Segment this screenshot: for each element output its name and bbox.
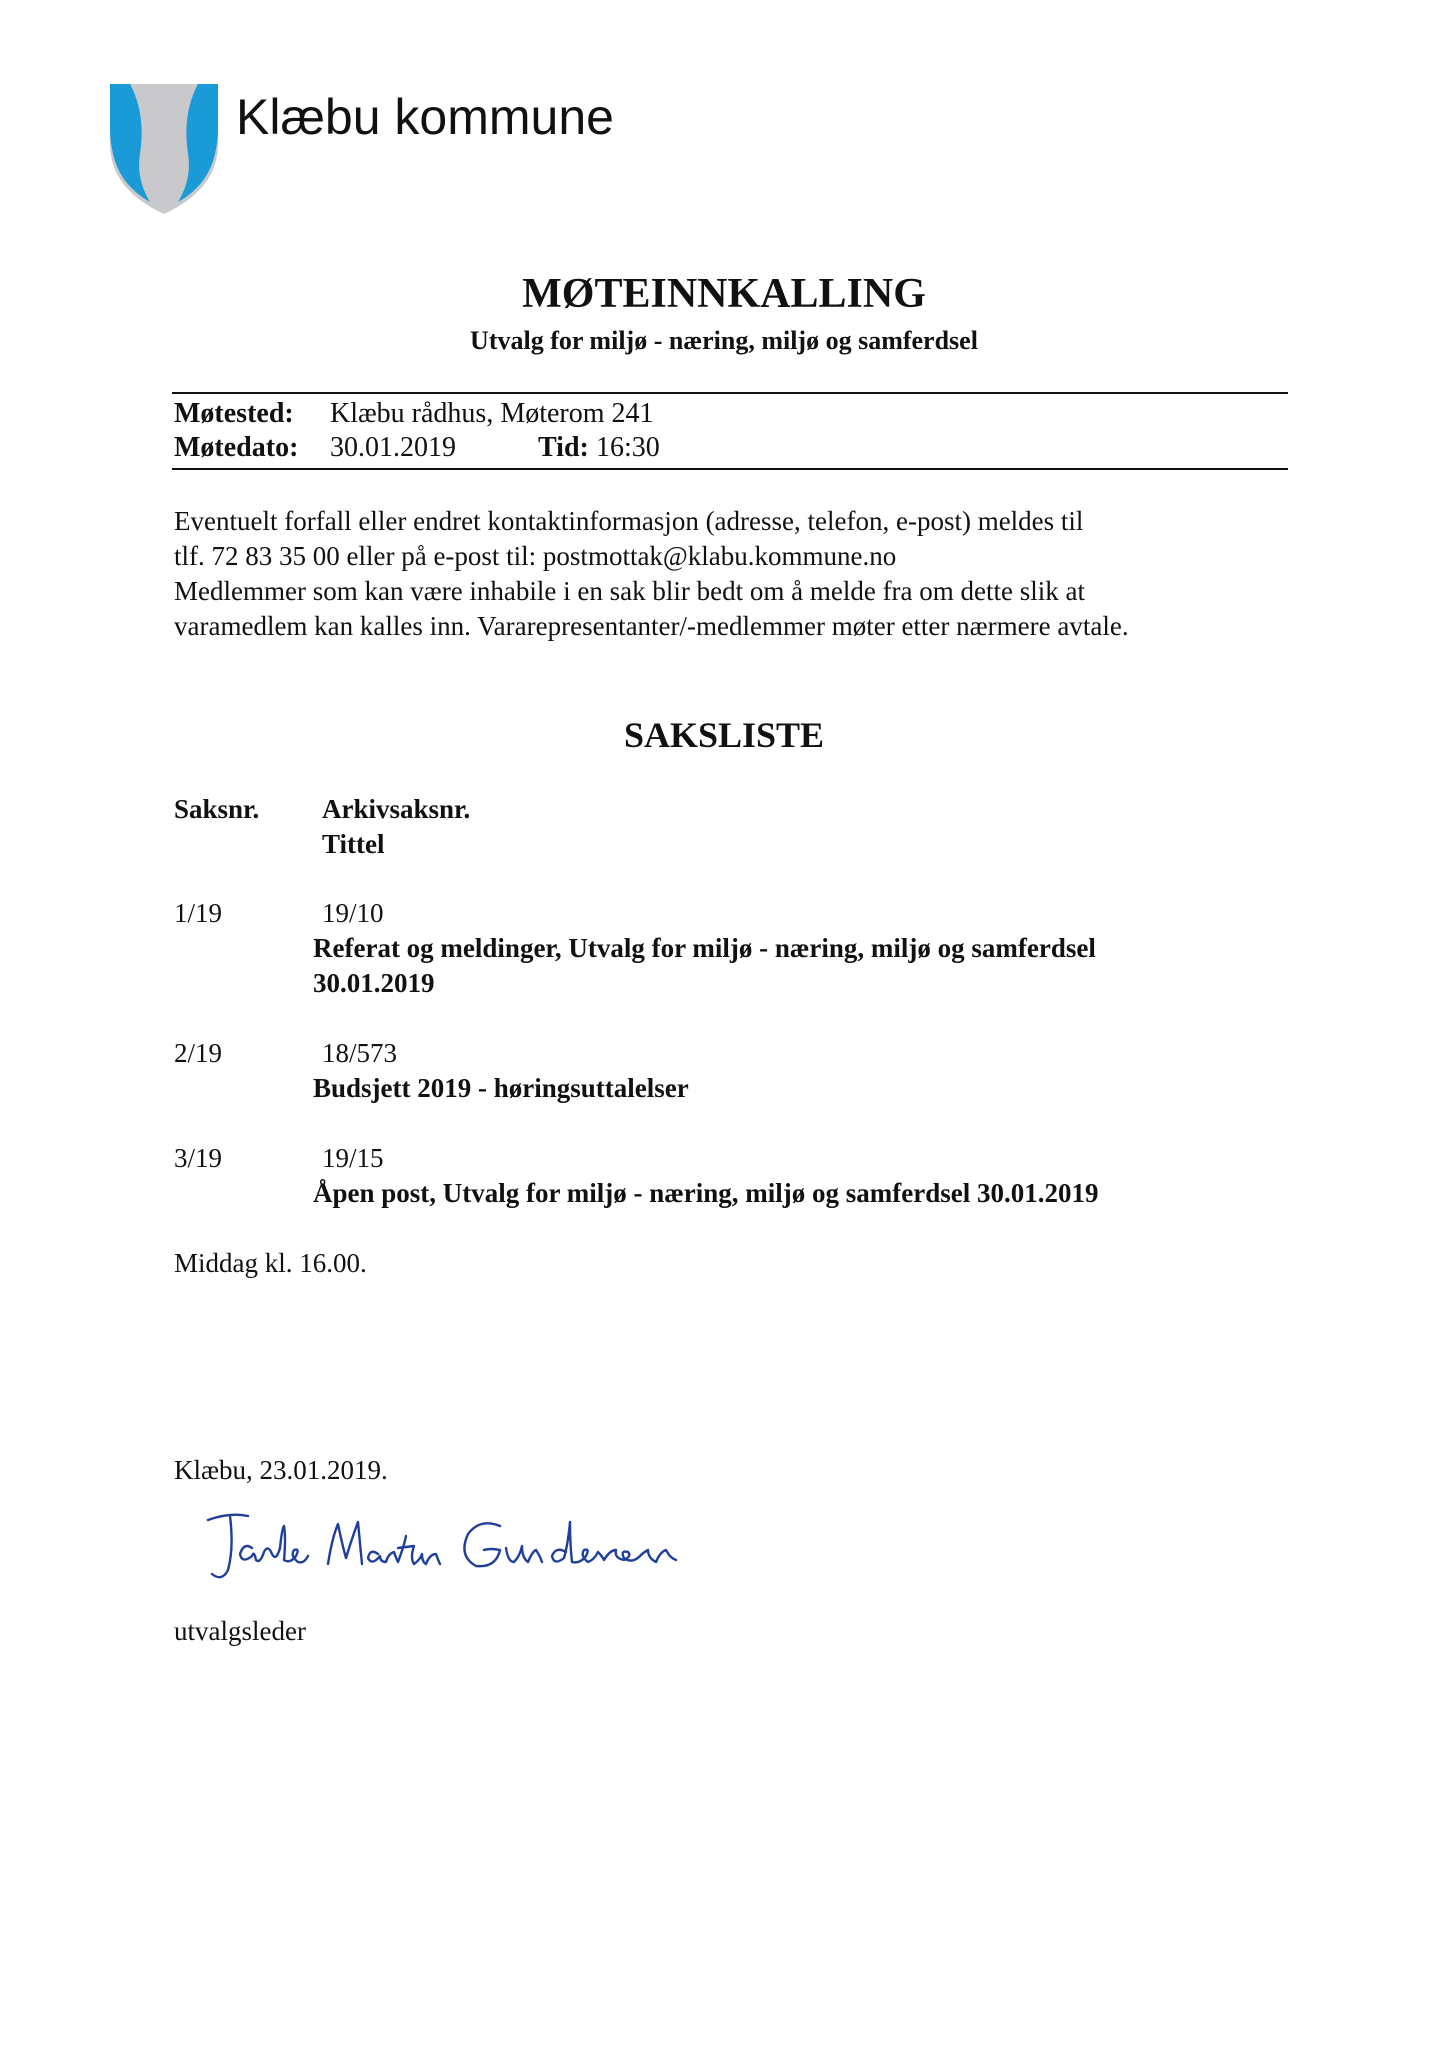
agenda-item-case-no: 1/19 <box>174 898 223 928</box>
meeting-date-value: 30.01.2019 <box>330 432 456 463</box>
agenda-item-title-line: 30.01.2019 <box>313 968 435 998</box>
agenda-item-title[interactable] <box>313 1071 1243 1106</box>
divider-bottom <box>172 468 1288 470</box>
handwritten-signature <box>200 1498 720 1588</box>
agenda-item-title-line: Budsjett 2019 - høringsuttalelser <box>313 1073 689 1103</box>
document-subtitle: Utvalg for miljø - næring, miljø og samferdsel <box>470 326 978 355</box>
divider-top <box>172 392 1288 394</box>
notice-line: varamedlem kan kalles inn. Vararepresentanter/-medlemmer møter etter nærmere avtale. <box>174 611 1129 641</box>
coat-of-arms-logo-icon <box>110 84 218 214</box>
agenda-heading: SAKSLISTE <box>623 715 825 755</box>
agenda-item-archive-no: 19/15 <box>322 1143 384 1173</box>
signer-role: utvalgsleder <box>174 1616 306 1646</box>
place-and-date: Klæbu, 23.01.2019. <box>174 1455 388 1485</box>
meeting-place-label: Møtested: <box>174 398 294 429</box>
agenda-item-archive-no: 19/10 <box>322 898 384 928</box>
document-title: MØTEINNKALLING <box>522 271 926 317</box>
agenda-item-archive-no: 18/573 <box>322 1038 398 1068</box>
column-case-no: Saksnr. <box>174 794 260 824</box>
agenda-item-case-no: 3/19 <box>174 1143 223 1173</box>
dinner-note: Middag kl. 16.00. <box>174 1248 367 1278</box>
meeting-place-row <box>174 398 654 430</box>
agenda-item-title-line: Referat og meldinger, Utvalg for miljø - næring, miljø og samferdsel <box>313 933 1096 963</box>
meeting-date-row <box>174 432 660 464</box>
column-archive-no: Arkivsaksnr. <box>322 794 471 824</box>
agenda-item-title[interactable] <box>313 1176 1243 1211</box>
agenda-item-title-line: Åpen post, Utvalg for miljø - næring, miljø og samferdsel 30.01.2019 <box>313 1178 1099 1208</box>
agenda-item-title[interactable] <box>313 931 1243 1001</box>
column-title: Tittel <box>322 829 385 859</box>
meeting-date-label: Møtedato: <box>174 432 299 463</box>
meeting-time-label: Tid: <box>538 432 589 463</box>
organization-name: Klæbu kommune <box>236 89 614 145</box>
notice-paragraph <box>174 504 1284 644</box>
notice-line: Medlemmer som kan være inhabile i en sak blir bedt om å melde fra om dette slik at <box>174 576 1085 606</box>
meeting-time-value: 16:30 <box>596 432 660 463</box>
notice-line: tlf. 72 83 35 00 eller på e-post til: postmottak@klabu.kommune.no <box>174 541 897 571</box>
agenda-item-case-no: 2/19 <box>174 1038 223 1068</box>
notice-line: Eventuelt forfall eller endret kontaktinformasjon (adresse, telefon, e-post) meldes til <box>174 506 1084 536</box>
meeting-place-value: Klæbu rådhus, Møterom 241 <box>330 398 654 429</box>
